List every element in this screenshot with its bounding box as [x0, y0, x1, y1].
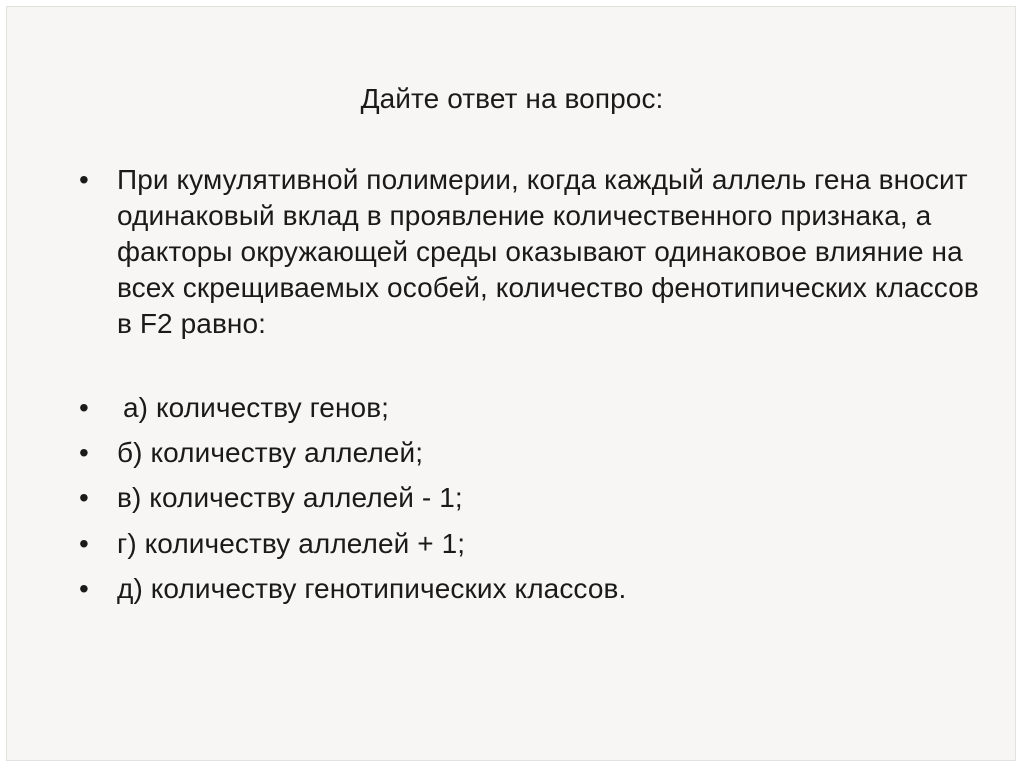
- answer-text: б) количеству аллелей;: [117, 437, 424, 468]
- bullet-icon: •: [79, 482, 89, 513]
- slide-title: Дайте ответ на вопрос:: [360, 83, 664, 114]
- question-text: При кумулятивной полимерии, когда каждый аллель гена вносит одинаковый вклад в проявление количественного признака, а факторы окружающей среды оказывают одинаковое влияние на всех скрещиваемых особей, количество фенотипических классов в F2 равно:: [117, 164, 979, 339]
- bullet-icon: •: [79, 573, 89, 604]
- answer-option-d: [79, 571, 917, 607]
- answer-text: а) количеству генов;: [123, 392, 390, 423]
- question-item: [79, 162, 987, 342]
- bullet-icon: •: [79, 437, 89, 468]
- answer-text: в) количеству аллелей - 1;: [117, 482, 463, 513]
- slide: [6, 6, 1016, 761]
- answer-option-v: [79, 480, 917, 516]
- answer-option-b: [79, 435, 917, 471]
- answer-text: д) количеству генотипических классов.: [117, 573, 627, 604]
- bullet-icon: •: [79, 392, 89, 423]
- bullet-icon: •: [79, 528, 89, 559]
- answer-option-g: [79, 526, 917, 562]
- answer-option-a: [79, 390, 917, 426]
- answer-text: г) количеству аллелей + 1;: [117, 528, 466, 559]
- bullet-icon: •: [79, 164, 89, 195]
